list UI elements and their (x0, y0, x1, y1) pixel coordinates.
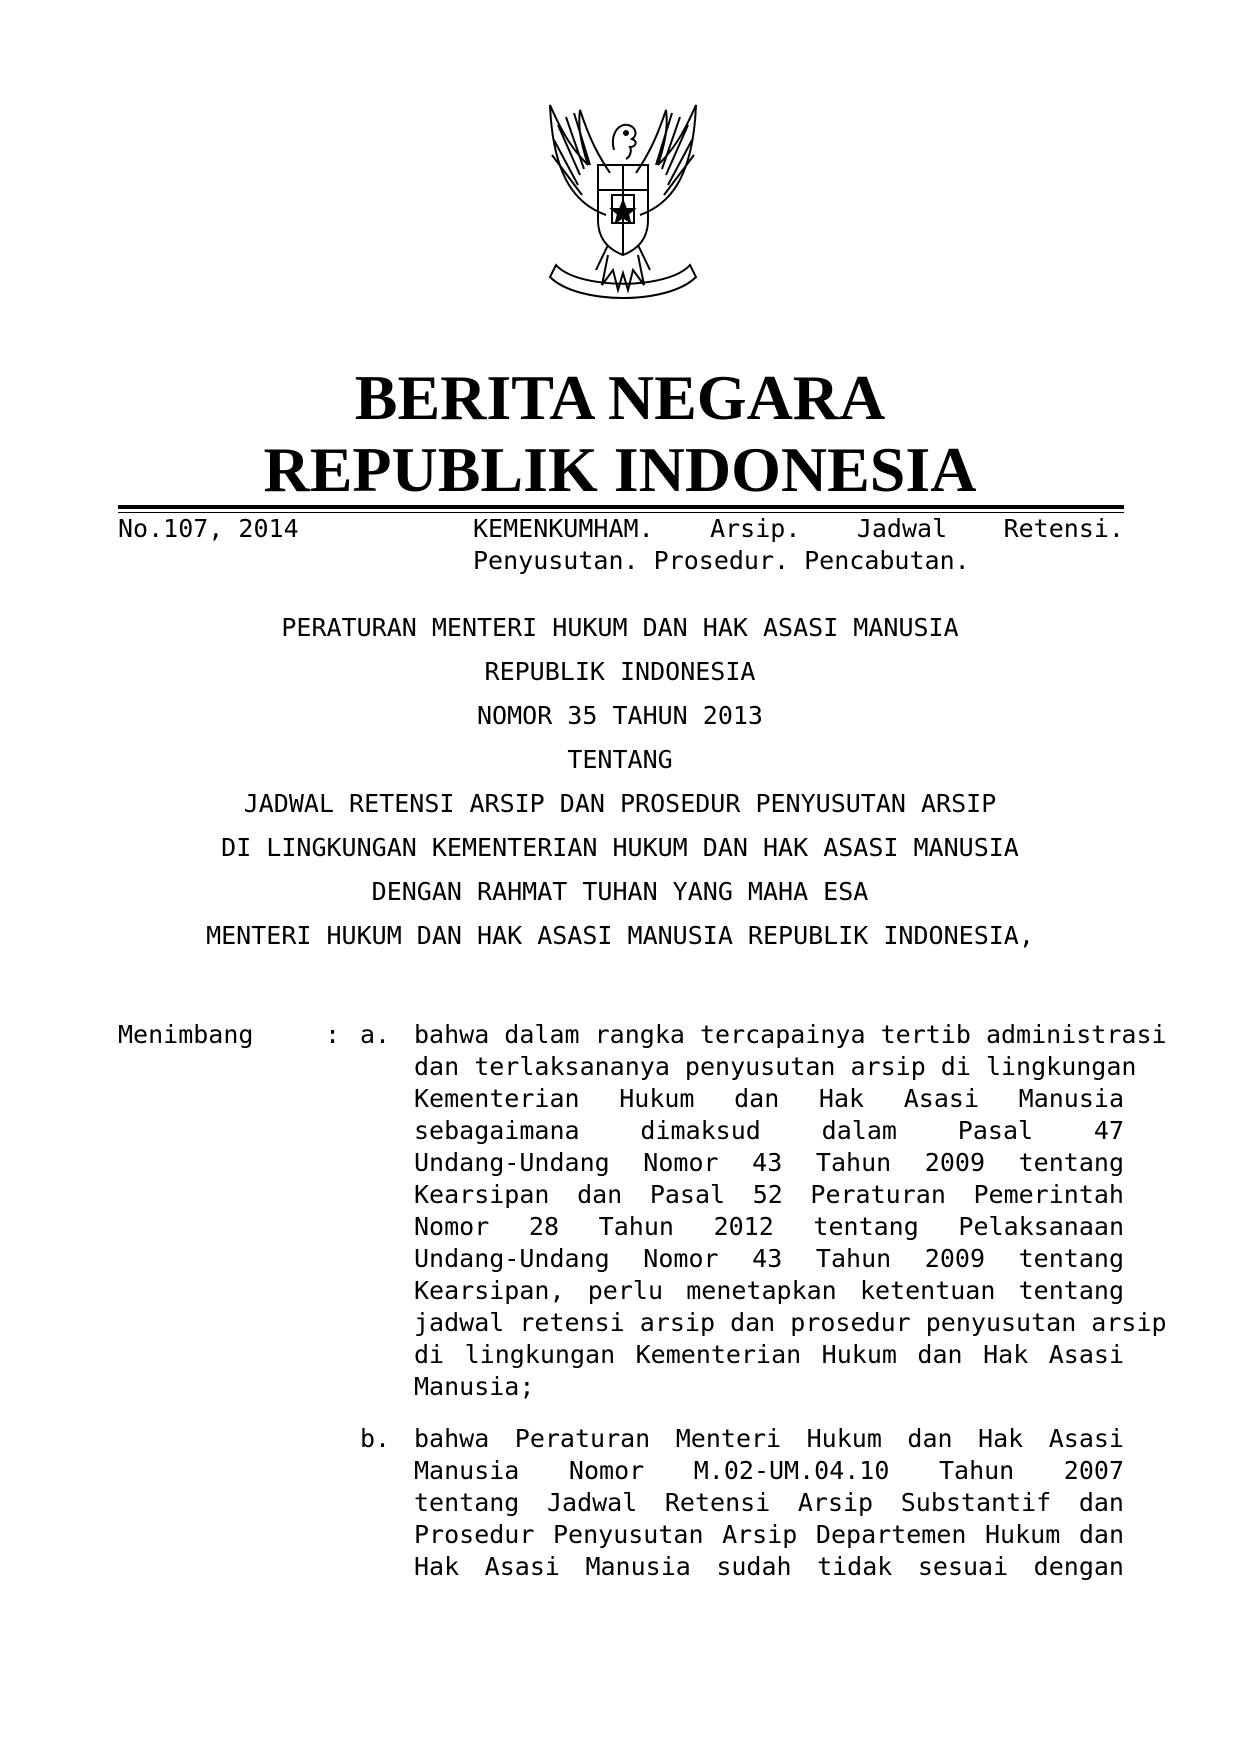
paragraph-line: Prosedur Penyusutan Arsip Departemen Hukum dan (414, 1520, 1124, 1549)
subject-line-2: Penyusutan. Prosedur. Pencabutan. (473, 546, 970, 575)
paragraph-line: sebagaimana dimaksud dalam Pasal 47 (414, 1116, 1124, 1145)
subject-line-1 (473, 513, 1124, 545)
considerations-item-b (414, 1423, 1124, 1583)
preamble-line: DENGAN RAHMAT TUHAN YANG MAHA ESA (371, 877, 869, 906)
menimbang-label: Menimbang (118, 1020, 254, 1049)
paragraph-line: Nomor 28 Tahun 2012 tentang Pelaksanaan (414, 1212, 1124, 1241)
menimbang-colon: : (325, 1020, 341, 1049)
paragraph-line: jadwal retensi arsip dan prosedur penyusutan arsip (414, 1308, 1167, 1337)
paragraph-line: dan terlaksananya penyusutan arsip di lingkungan (414, 1052, 1137, 1081)
item-letter-a: a. (360, 1020, 391, 1049)
regulation-title-line: TENTANG (567, 745, 673, 774)
header-rule-thick (118, 505, 1124, 509)
regulation-title-line: REPUBLIK INDONESIA (484, 657, 756, 686)
paragraph-line: bahwa Peraturan Menteri Hukum dan Hak Asasi (414, 1424, 1124, 1453)
regulation-subject-line: JADWAL RETENSI ARSIP DAN PROSEDUR PENYUSUTAN ARSIP (243, 789, 997, 818)
regulation-title-line: PERATURAN MENTERI HUKUM DAN HAK ASASI MANUSIA (281, 613, 959, 642)
garuda-emblem-icon (518, 95, 728, 315)
preamble-line: MENTERI HUKUM DAN HAK ASASI MANUSIA REPUBLIK INDONESIA, (206, 921, 1034, 950)
paragraph-line: Manusia; (414, 1372, 535, 1401)
paragraph-line: bahwa dalam rangka tercapainya tertib administrasi (414, 1020, 1167, 1049)
subject-word: Jadwal (856, 514, 948, 543)
masthead-title-line2: REPUBLIK INDONESIA (263, 434, 977, 505)
masthead-title-line1: BERITA NEGARA (354, 362, 886, 433)
subject-word: Arsip. (710, 514, 801, 543)
issue-number: No.107, 2014 (118, 514, 299, 543)
item-letter-b: b. (360, 1424, 391, 1453)
subject-keywords (473, 513, 1124, 577)
paragraph-line: tentang Jadwal Retensi Arsip Substantif dan (414, 1488, 1124, 1517)
paragraph-line: Kearsipan, perlu menetapkan ketentuan tentang (414, 1276, 1124, 1305)
paragraph-line: Undang-Undang Nomor 43 Tahun 2009 tentang (414, 1244, 1124, 1273)
subject-word: KEMENKUMHAM. (473, 514, 654, 543)
considerations-item-a (414, 1019, 1167, 1403)
subject-word: Retensi. (1003, 514, 1124, 543)
paragraph-line: Hak Asasi Manusia sudah tidak sesuai dengan (414, 1552, 1124, 1581)
paragraph-line: di lingkungan Kementerian Hukum dan Hak Asasi (414, 1340, 1124, 1369)
paragraph-line: Undang-Undang Nomor 43 Tahun 2009 tentang (414, 1148, 1124, 1177)
paragraph-line: Kearsipan dan Pasal 52 Peraturan Pemerintah (414, 1180, 1124, 1209)
paragraph-line: Kementerian Hukum dan Hak Asasi Manusia (414, 1084, 1124, 1113)
paragraph-line: Manusia Nomor M.02-UM.04.10 Tahun 2007 (414, 1456, 1124, 1485)
regulation-number: NOMOR 35 TAHUN 2013 (477, 701, 763, 730)
regulation-subject-line: DI LINGKUNGAN KEMENTERIAN HUKUM DAN HAK ASASI MANUSIA (221, 833, 1019, 862)
